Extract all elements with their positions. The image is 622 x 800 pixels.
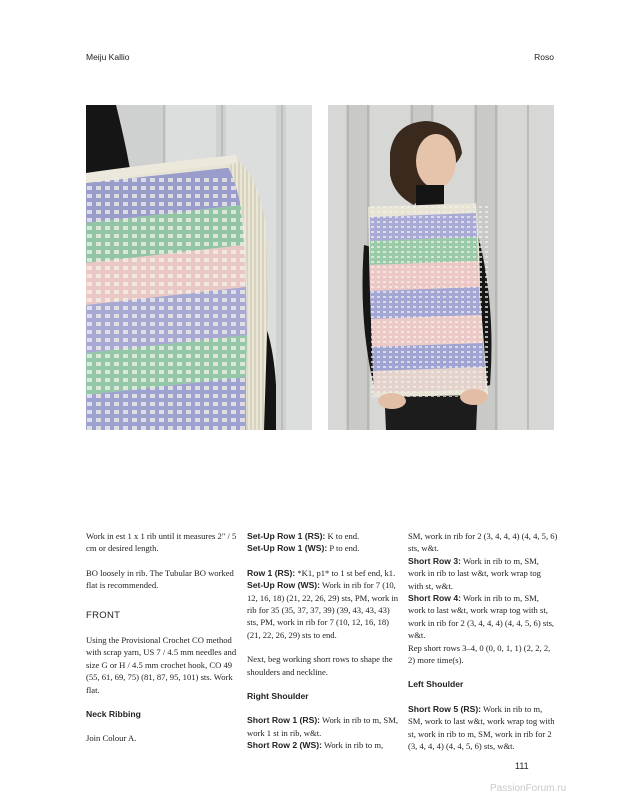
- row-text: Work in rib to m, SM, work in rib to last w&t, work wrap tog with st, w&t.: [408, 555, 541, 591]
- row-label: Set-Up Row (WS):: [247, 580, 321, 591]
- row-text: Work in rib to m,: [321, 740, 384, 751]
- paragraph-bind-off: BO loosely in rib. The Tubular BO worked flat is recommended.: [86, 567, 234, 591]
- author-name: Meiju Kallio: [86, 52, 130, 62]
- paragraph-cast-on: Using the Provisional Crochet CO method with scrap yarn, US 7 / 4.5 mm needles and size G or H / 4.5 mm crochet hook, CO 49 (55, 61, 69, 75) (81, 87, 95, 101) sts. Work flat.: [86, 635, 237, 695]
- row-text: *K1, p1* to 1 st bef end, k1.: [295, 567, 396, 578]
- subheading-right-shoulder: Right Shoulder: [247, 691, 309, 702]
- pattern-title: Roso: [534, 52, 554, 62]
- instruction-setup-row-ws: [247, 542, 399, 554]
- instruction-setup-row: [247, 579, 399, 641]
- section-heading-front: FRONT: [86, 609, 121, 621]
- instruction-row-1: [247, 567, 399, 579]
- instruction-short-row-5: [408, 703, 558, 753]
- paragraph-join-colour: Join Colour A.: [86, 733, 137, 744]
- instruction-short-row-4: [408, 592, 558, 642]
- row-label: Set-Up Row 1 (RS):: [247, 531, 326, 541]
- row-label: Set-Up Row 1 (WS):: [247, 543, 328, 554]
- row-label: Short Row 4:: [408, 593, 461, 604]
- text-column-3: [408, 530, 558, 753]
- instruction-short-row-1: [247, 714, 399, 739]
- row-text: P to end.: [327, 543, 360, 554]
- text-column-1: [86, 530, 238, 745]
- row-text: Work in rib for 7 (10, 12, 16, 18) (21, 22, 26, 29) sts, PM, work in rib for 35 (35, 37, 37, 39) (39, 43, 43, 43) sts, PM, work in rib for 7 (10, 12, 16, 18) (21, 22, 26, 29) sts to end.: [247, 580, 399, 640]
- row-label: Short Row 1 (RS):: [247, 715, 321, 726]
- photo-model-wearing-vest: [328, 105, 554, 430]
- row-text: Work in rib to m, SM, work to last w&t, work wrap tog with st, work in rib for 2 (3, 4, 4, 4) (4, 4, 5, 6) sts, w&t.: [408, 593, 555, 641]
- paragraph-rib-length: Work in est 1 x 1 rib until it measures 2" / 5 cm or desired length.: [86, 531, 237, 554]
- paragraph-repeat-short-rows: Rep short rows 3–4, 0 (0, 0, 1, 1) (2, 2, 2, 2) more time(s).: [408, 642, 551, 666]
- subheading-neck-ribbing: Neck Ribbing: [86, 709, 141, 720]
- row-text: K to end.: [325, 531, 360, 541]
- row-text: Work in rib to m, SM, work 1 st in rib, w&t.: [247, 715, 398, 738]
- text-column-2: [247, 530, 399, 752]
- instruction-short-row-2: [247, 739, 399, 751]
- row-label: Short Row 5 (RS):: [408, 703, 482, 714]
- row-label: Short Row 2 (WS):: [247, 740, 322, 751]
- instruction-setup-row-rs: [247, 530, 399, 542]
- instruction-short-row-2-continued: SM, work in rib for 2 (3, 4, 4, 4) (4, 4, 5, 6) sts, w&t.: [408, 531, 558, 554]
- subheading-left-shoulder: Left Shoulder: [408, 679, 464, 690]
- page-number: 111: [515, 761, 529, 771]
- watermark: PassionForum.ru: [490, 783, 567, 794]
- row-label: Short Row 3:: [408, 555, 461, 566]
- photo-vest-closeup: [86, 105, 312, 430]
- instruction-short-row-3: [408, 555, 558, 592]
- paragraph-short-rows-intro: Next, beg working short rows to shape the shoulders and neckline.: [247, 654, 393, 677]
- row-text: Work in rib to m, SM, work to last w&t, work wrap tog with st, work in rib to m, SM, work in rib for 2 (3, 4, 4, 4) (4, 4, 5, 6) sts, w&t.: [408, 703, 555, 752]
- row-label: Row 1 (RS):: [247, 567, 296, 578]
